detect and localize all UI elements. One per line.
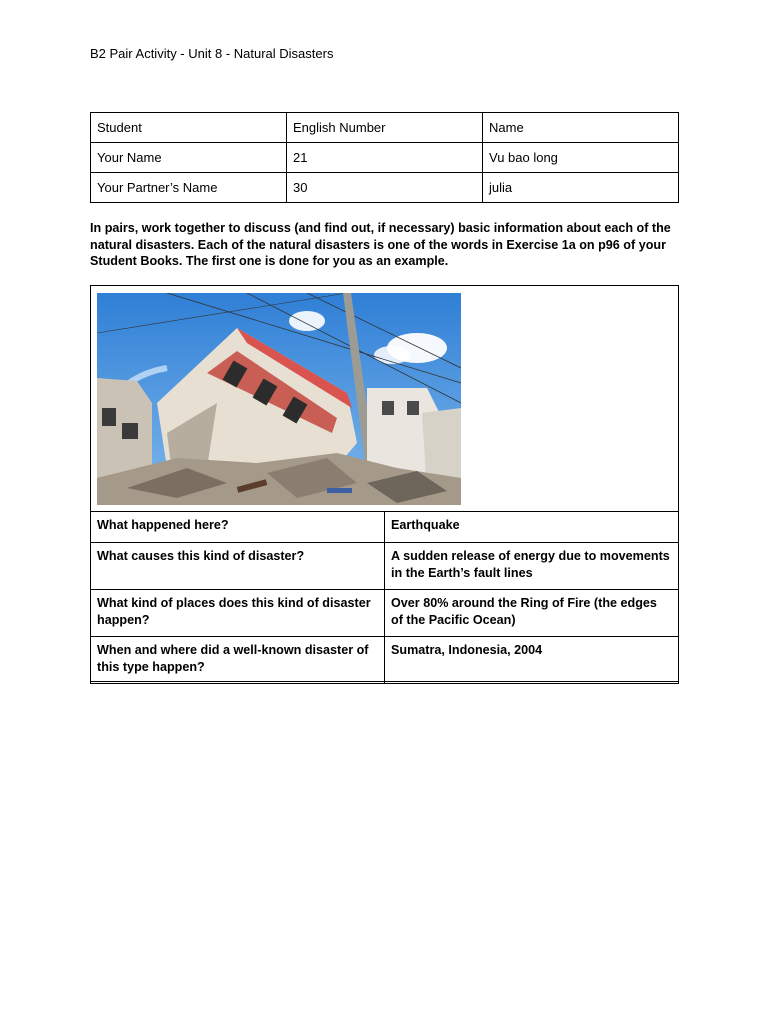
table-row bbox=[91, 113, 679, 143]
answer-cell: Sumatra, Indonesia, 2004 bbox=[385, 637, 679, 684]
table-row bbox=[91, 637, 679, 684]
table-row bbox=[91, 512, 679, 543]
table-cell: Name bbox=[483, 113, 679, 143]
table-row bbox=[91, 590, 679, 637]
answer-cell: A sudden release of energy due to movements in the Earth’s fault lines bbox=[385, 543, 679, 590]
instructions-text: In pairs, work together to discuss (and find out, if necessary) basic information about each of the natural disasters. Each of the natural disasters is one of the words in Exercise 1a on p96 of your Student Books. The first one is done for you as an example. bbox=[90, 221, 671, 268]
example-box bbox=[90, 285, 679, 682]
question-cell: What kind of places does this kind of disaster happen? bbox=[91, 590, 385, 637]
question-cell: What happened here? bbox=[91, 512, 385, 543]
answer-cell: Over 80% around the Ring of Fire (the edges of the Pacific Ocean) bbox=[385, 590, 679, 637]
table-cell: 30 bbox=[287, 173, 483, 203]
table-cell: Your Partner’s Name bbox=[91, 173, 287, 203]
answer-cell: Earthquake bbox=[385, 512, 679, 543]
question-cell: What causes this kind of disaster? bbox=[91, 543, 385, 590]
table-cell: julia bbox=[483, 173, 679, 203]
table-cell: English Number bbox=[287, 113, 483, 143]
qa-table bbox=[90, 511, 679, 684]
table-row bbox=[91, 143, 679, 173]
table-cell: Student bbox=[91, 113, 287, 143]
page-title: B2 Pair Activity - Unit 8 - Natural Disasters bbox=[90, 46, 334, 61]
table-row bbox=[91, 543, 679, 590]
earthquake-photo bbox=[97, 293, 461, 505]
table-cell: 21 bbox=[287, 143, 483, 173]
table-cell: Vu bao long bbox=[483, 143, 679, 173]
table-row bbox=[91, 173, 679, 203]
question-cell: When and where did a well-known disaster of this type happen? bbox=[91, 637, 385, 684]
table-cell: Your Name bbox=[91, 143, 287, 173]
student-info-table bbox=[90, 112, 679, 203]
